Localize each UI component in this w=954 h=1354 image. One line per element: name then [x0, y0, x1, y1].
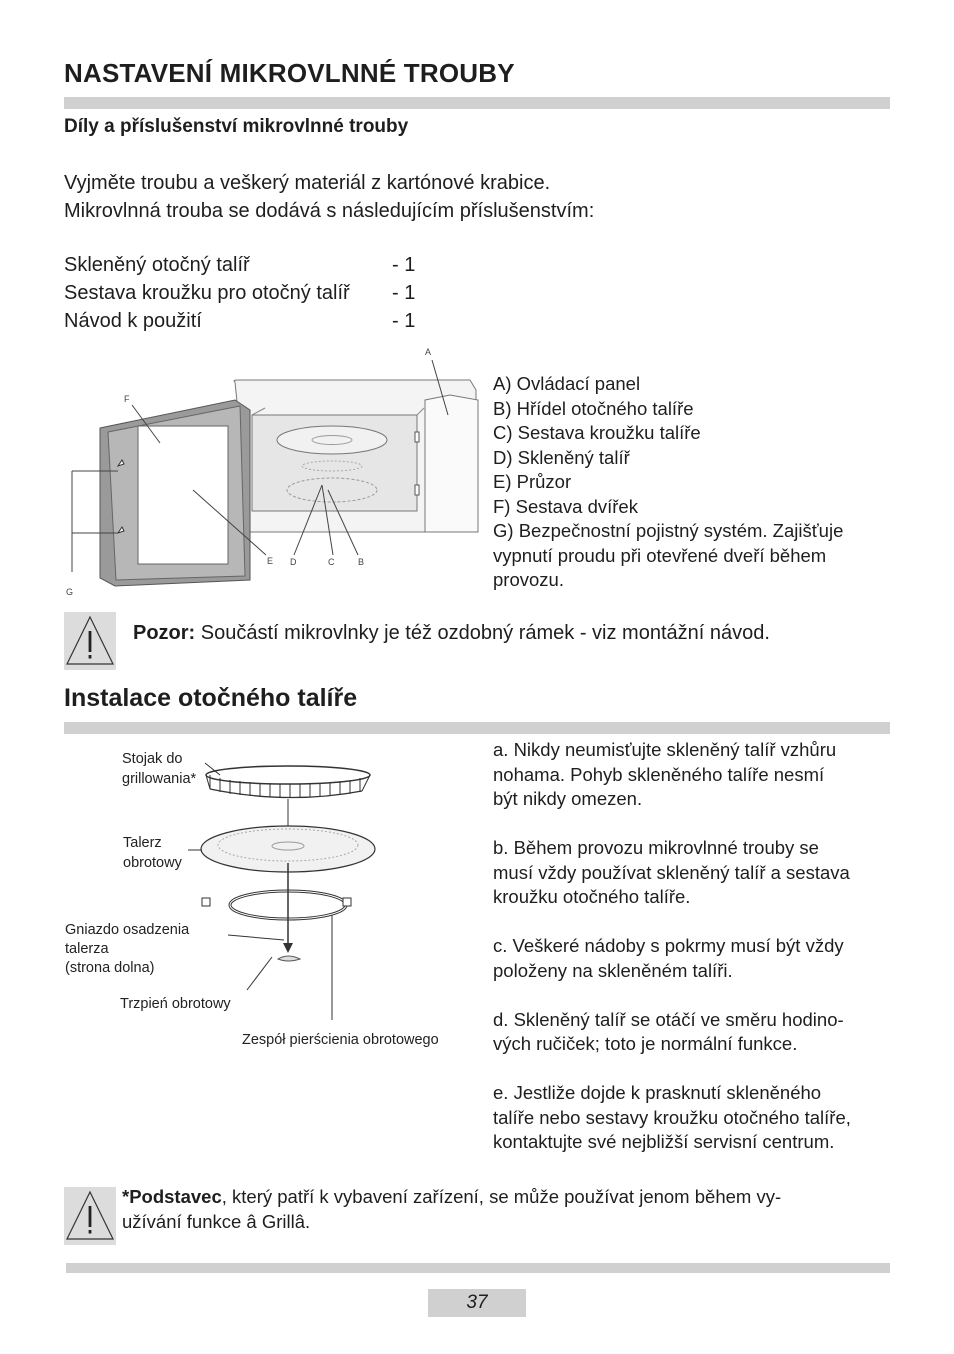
- accessory-qty: - 1: [392, 254, 416, 276]
- legend-item: C) Sestava kroužku talíře: [493, 422, 701, 443]
- turntable-install-figure: [60, 745, 480, 1055]
- glass-plate: [277, 426, 387, 454]
- accessory-row: [64, 279, 415, 307]
- warning-icon: [64, 612, 116, 670]
- microwave-parts-figure: [60, 340, 490, 605]
- title-divider: [64, 97, 890, 109]
- figure-label-a: A: [425, 347, 432, 357]
- accessory-name: Skleněný otočný talíř: [64, 254, 250, 276]
- parts-heading: Díly a příslušenství mikrovlnné trouby: [64, 116, 409, 137]
- accessory-name: Návod k použití: [64, 310, 202, 332]
- intro-line: Vyjměte troubu a veškerý materiál z kartónové krabice.: [64, 172, 551, 194]
- legend-item: provozu.: [493, 569, 564, 590]
- install-step: e. Jestliže dojde k prasknutí skleněného talíře nebo sestavy kroužku otočného talíře, kontaktujte své nejbližší servisní centrum.: [493, 1082, 851, 1152]
- legend-item: vypnutí proudu při otevřené dveří během: [493, 544, 827, 566]
- page-title: NASTAVENÍ MIKROVLNNÉ TROUBY: [64, 58, 515, 88]
- legend-item: B) Hřídel otočného talíře: [493, 397, 694, 419]
- control-panel: [425, 395, 478, 532]
- legend-item: D) Skleněný talíř: [493, 446, 630, 468]
- figure-label-e: E: [267, 556, 274, 566]
- note-text: užívání funkce â Grillâ.: [122, 1210, 311, 1232]
- grill-stand-note: [122, 1185, 882, 1234]
- accessory-row: [64, 251, 415, 279]
- note-bold: *Podstavec: [122, 1186, 222, 1207]
- legend-item: A) Ovládací panel: [493, 373, 641, 394]
- install-step: b. Během provozu mikrovlnné trouby se musí vždy používat skleněný talíř a sestava kroužku otočného talíře.: [493, 837, 850, 907]
- install-step: c. Veškeré nádoby s pokrmy musí být vždy položeny na skleněném talíři.: [493, 935, 844, 981]
- install-step: d. Skleněný talíř se otáčí ve směru hodino- vých ručiček; toto je normální funkce.: [493, 1008, 844, 1054]
- intro-text: [64, 169, 594, 225]
- install-steps: [493, 738, 903, 1179]
- figure-label-b: B: [358, 557, 365, 567]
- figure-label-c: C: [328, 557, 335, 567]
- warning-label: Pozor:: [133, 622, 196, 644]
- figure-label-d: D: [290, 557, 297, 567]
- warning-text: Součástí mikrovlnky je též ozdobný rámek - viz montážní návod.: [195, 622, 770, 644]
- label-grill-stand: grillowania*: [122, 771, 197, 787]
- accessory-qty: - 1: [392, 282, 416, 304]
- label-grill-stand: Stojak do: [122, 751, 183, 767]
- spindle: [278, 956, 300, 961]
- accessory-row: [64, 307, 415, 335]
- warning-icon: [64, 1187, 116, 1245]
- install-heading: Instalace otočného talíře: [64, 684, 358, 712]
- label-plate: Talerz: [123, 835, 162, 851]
- legend-item: G) Bezpečnostní pojistný systém. Zajišťuje: [493, 520, 844, 541]
- figure-label-f: F: [124, 394, 130, 404]
- install-step: a. Nikdy neumisťujte skleněný talíř vzhůru nohama. Pohyb skleněného talíře nesmí být nikdy omezen.: [493, 739, 837, 809]
- label-socket: talerza: [65, 941, 109, 957]
- note-text: , který patří k vybavení zařízení, se může používat jenom během vy-: [221, 1186, 782, 1207]
- door-window: [138, 426, 228, 564]
- warning-note: [133, 622, 770, 645]
- accessory-qty: - 1: [392, 310, 416, 332]
- grill-stand: [206, 766, 370, 784]
- label-spindle: Trzpień obrotowy: [120, 996, 231, 1012]
- accessory-name: Sestava kroužku pro otočný talíř: [64, 282, 350, 304]
- legend-item: F) Sestava dvířek: [493, 495, 638, 517]
- label-socket: (strona dolna): [65, 960, 155, 976]
- label-socket: Gniazdo osadzenia: [65, 922, 190, 938]
- legend-item: E) Průzor: [493, 471, 572, 492]
- footer-divider: [66, 1263, 890, 1273]
- label-ring: Zespół pierścienia obrotowego: [242, 1032, 439, 1048]
- page-number: 37: [428, 1289, 526, 1317]
- figure-label-g: G: [66, 587, 74, 597]
- intro-line: Mikrovlnná trouba se dodává s následujícím příslušenstvím:: [64, 200, 595, 222]
- install-divider: [64, 722, 890, 734]
- label-plate: obrotowy: [123, 855, 182, 871]
- parts-legend: [493, 372, 893, 593]
- accessory-list: [64, 251, 415, 335]
